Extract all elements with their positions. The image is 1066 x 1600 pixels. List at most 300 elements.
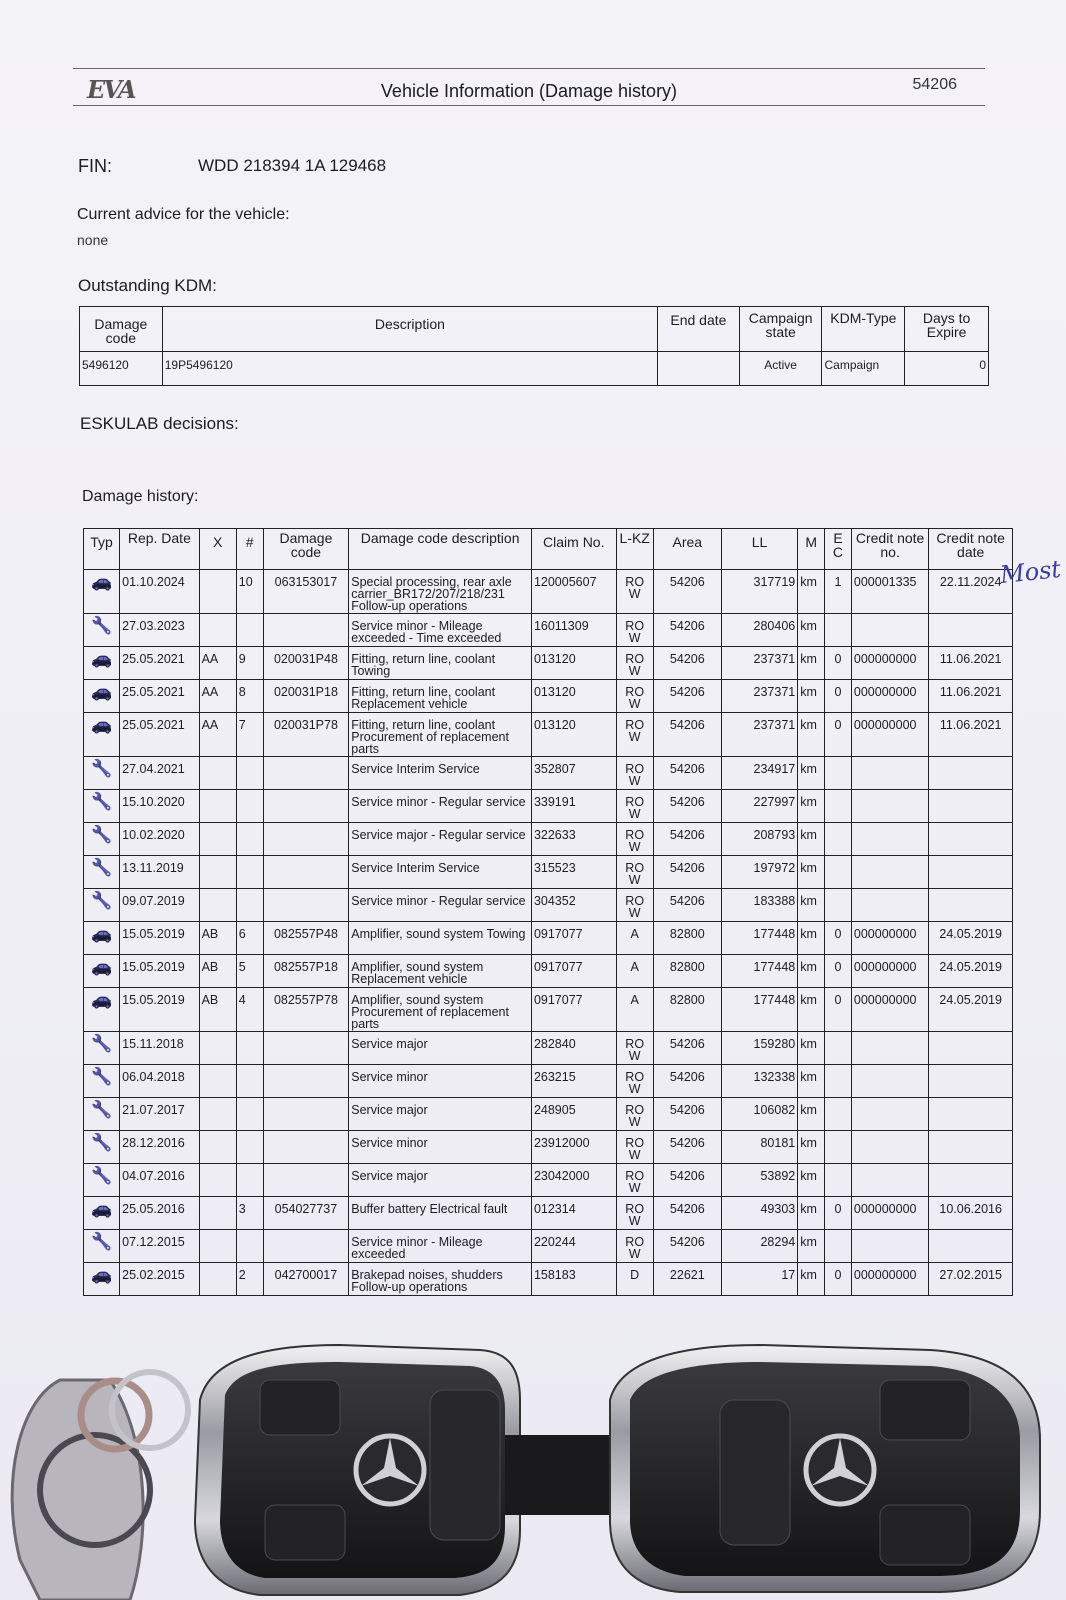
cell-claim-no: 158183	[531, 1263, 616, 1296]
cell-number: 7	[236, 713, 263, 757]
cell-ec	[825, 1230, 852, 1263]
cell-m: km	[798, 713, 825, 757]
cell-credit-note-no	[851, 1032, 928, 1065]
cell-damage-code	[263, 757, 349, 790]
table-row	[84, 1065, 1013, 1098]
cell-credit-note-date	[929, 1131, 1013, 1164]
cell-rep-date: 15.05.2019	[120, 955, 199, 988]
cell-damage-code: 020031P18	[263, 680, 349, 713]
col-l-kz: L-KZ	[616, 529, 653, 570]
kdm-col-kdm-type: KDM-Type	[822, 307, 905, 352]
cell-description: Service minor	[349, 1065, 532, 1098]
cell-credit-note-date	[929, 1164, 1013, 1197]
cell-number	[236, 614, 263, 647]
cell-claim-no: 012314	[531, 1197, 616, 1230]
cell-x	[199, 757, 236, 790]
cell-m: km	[798, 757, 825, 790]
cell-ll: 132338	[721, 1065, 797, 1098]
table-row	[84, 680, 1013, 713]
cell-m: km	[798, 889, 825, 922]
kdm-col-campaign-state: Campaign state	[739, 307, 822, 352]
eva-logo: EVA	[87, 75, 135, 104]
cell-area: 54206	[653, 1197, 721, 1230]
kdm-cell-damage-code: 5496120	[80, 352, 163, 386]
cell-ll: 317719	[721, 570, 797, 614]
cell-number: 9	[236, 647, 263, 680]
cell-credit-note-date: 11.06.2021	[929, 713, 1013, 757]
cell-l-kz: RO W	[616, 570, 653, 614]
key-fobs-photo	[0, 1340, 1066, 1600]
cell-ec	[825, 1032, 852, 1065]
cell-ll: 80181	[721, 1131, 797, 1164]
cell-credit-note-date: 22.11.2024	[929, 570, 1013, 614]
cell-damage-code: 082557P18	[263, 955, 349, 988]
cell-credit-note-date	[929, 757, 1013, 790]
cell-rep-date: 15.11.2018	[120, 1032, 199, 1065]
cell-rep-date: 27.04.2021	[120, 757, 199, 790]
cell-description: Service major	[349, 1032, 532, 1065]
cell-ll: 17	[721, 1263, 797, 1296]
cell-x	[199, 1263, 236, 1296]
cell-rep-date: 15.05.2019	[120, 922, 199, 955]
cell-damage-code	[263, 889, 349, 922]
cell-area: 54206	[653, 1131, 721, 1164]
mercedes-key-fob-icon	[195, 1345, 520, 1595]
cell-claim-no: 339191	[531, 790, 616, 823]
warranty-car-icon: 🚗	[84, 1263, 120, 1296]
cell-credit-note-date: 27.02.2015	[929, 1263, 1013, 1296]
kdm-cell-kdm-type: Campaign	[822, 352, 905, 386]
cell-ll: 177448	[721, 988, 797, 1032]
cell-ll: 106082	[721, 1098, 797, 1131]
cell-claim-no: 263215	[531, 1065, 616, 1098]
cell-area: 54206	[653, 1065, 721, 1098]
col-credit-note-no: Credit note no.	[851, 529, 928, 570]
cell-number	[236, 1164, 263, 1197]
cell-ll: 237371	[721, 680, 797, 713]
cell-claim-no: 0917077	[531, 955, 616, 988]
eskulab-section-label: ESKULAB decisions:	[80, 414, 239, 433]
cell-x	[199, 1131, 236, 1164]
cell-ll: 208793	[721, 823, 797, 856]
cell-ec	[825, 614, 852, 647]
cell-number: 8	[236, 680, 263, 713]
cell-ec: 0	[825, 1263, 852, 1296]
col-credit-note-date: Credit note date	[929, 529, 1013, 570]
cell-credit-note-no: 000000000	[851, 955, 928, 988]
cell-credit-note-no	[851, 1230, 928, 1263]
cell-credit-note-no: 000000000	[851, 1197, 928, 1230]
cell-number: 5	[236, 955, 263, 988]
cell-ll: 197972	[721, 856, 797, 889]
cell-ec: 0	[825, 955, 852, 988]
cell-rep-date: 27.03.2023	[120, 614, 199, 647]
advice-label: Current advice for the vehicle:	[77, 206, 290, 223]
cell-number	[236, 856, 263, 889]
warranty-car-icon: 🚗	[84, 955, 120, 988]
kdm-cell-description: 19P5496120	[162, 352, 657, 386]
cell-description: Service minor - Regular service	[349, 790, 532, 823]
cell-credit-note-date: 11.06.2021	[929, 680, 1013, 713]
cell-area: 54206	[653, 713, 721, 757]
cell-ll: 177448	[721, 922, 797, 955]
cell-x	[199, 1065, 236, 1098]
cell-credit-note-date	[929, 823, 1013, 856]
cell-area: 82800	[653, 955, 721, 988]
cell-x: AB	[199, 988, 236, 1032]
col-ll: LL	[721, 529, 797, 570]
cell-credit-note-date	[929, 889, 1013, 922]
table-row	[84, 614, 1013, 647]
cell-ll: 237371	[721, 647, 797, 680]
cell-l-kz: RO W	[616, 1065, 653, 1098]
kdm-col-damage-code: Damage code	[80, 307, 163, 352]
cell-l-kz: RO W	[616, 647, 653, 680]
cell-ec: 0	[825, 680, 852, 713]
cell-x	[199, 856, 236, 889]
cell-rep-date: 04.07.2016	[120, 1164, 199, 1197]
handwritten-note: Most	[998, 554, 1063, 590]
service-wrench-icon: 🔧	[84, 757, 120, 790]
warranty-car-icon: 🚗	[84, 1197, 120, 1230]
cell-description: Amplifier, sound system Replacement vehicle	[349, 955, 532, 988]
table-row	[84, 713, 1013, 757]
cell-credit-note-no	[851, 1131, 928, 1164]
cell-damage-code	[263, 1164, 349, 1197]
cell-number	[236, 1230, 263, 1263]
key-connector	[505, 1435, 625, 1515]
cell-credit-note-date: 24.05.2019	[929, 955, 1013, 988]
cell-credit-note-no: 000000000	[851, 680, 928, 713]
cell-l-kz: RO W	[616, 856, 653, 889]
cell-area: 54206	[653, 1032, 721, 1065]
cell-number	[236, 790, 263, 823]
cell-damage-code	[263, 1230, 349, 1263]
cell-description: Service major	[349, 1098, 532, 1131]
fin-label: FIN:	[78, 156, 112, 176]
cell-ec	[825, 757, 852, 790]
cell-area: 82800	[653, 988, 721, 1032]
cell-credit-note-no	[851, 823, 928, 856]
cell-ec: 0	[825, 647, 852, 680]
cell-credit-note-date	[929, 1230, 1013, 1263]
cell-description: Service minor	[349, 1131, 532, 1164]
cell-credit-note-date	[929, 790, 1013, 823]
cell-m: km	[798, 570, 825, 614]
cell-x	[199, 889, 236, 922]
service-wrench-icon: 🔧	[84, 1032, 120, 1065]
cell-area: 54206	[653, 1230, 721, 1263]
cell-credit-note-no: 000001335	[851, 570, 928, 614]
cell-l-kz: RO W	[616, 1098, 653, 1131]
cell-rep-date: 21.07.2017	[120, 1098, 199, 1131]
cell-rep-date: 01.10.2024	[120, 570, 199, 614]
cell-ec	[825, 1065, 852, 1098]
kdm-header-row	[80, 307, 989, 352]
cell-credit-note-date: 10.06.2016	[929, 1197, 1013, 1230]
cell-x	[199, 823, 236, 856]
cell-rep-date: 25.05.2016	[120, 1197, 199, 1230]
cell-number	[236, 1065, 263, 1098]
cell-rep-date: 25.02.2015	[120, 1263, 199, 1296]
cell-rep-date: 10.02.2020	[120, 823, 199, 856]
cell-number	[236, 1098, 263, 1131]
warranty-car-icon: 🚗	[84, 647, 120, 680]
cell-ll: 280406	[721, 614, 797, 647]
service-wrench-icon: 🔧	[84, 1065, 120, 1098]
cell-damage-code: 063153017	[263, 570, 349, 614]
cell-credit-note-no	[851, 856, 928, 889]
service-wrench-icon: 🔧	[84, 1230, 120, 1263]
cell-ec: 1	[825, 570, 852, 614]
cell-claim-no: 013120	[531, 680, 616, 713]
table-row	[84, 955, 1013, 988]
key-ring-icon	[12, 1372, 188, 1600]
cell-damage-code: 082557P78	[263, 988, 349, 1032]
col-ec: E C	[825, 529, 852, 570]
cell-m: km	[798, 1197, 825, 1230]
warranty-car-icon: 🚗	[84, 988, 120, 1032]
cell-ll: 183388	[721, 889, 797, 922]
document-number: 54206	[912, 76, 957, 93]
table-row	[84, 1263, 1013, 1296]
cell-x	[199, 1230, 236, 1263]
cell-number: 2	[236, 1263, 263, 1296]
cell-ll: 234917	[721, 757, 797, 790]
cell-rep-date: 07.12.2015	[120, 1230, 199, 1263]
warranty-car-icon: 🚗	[84, 713, 120, 757]
cell-damage-code	[263, 856, 349, 889]
cell-description: Brakepad noises, shudders Follow-up operations	[349, 1263, 532, 1296]
cell-claim-no: 282840	[531, 1032, 616, 1065]
cell-ec	[825, 823, 852, 856]
kdm-col-days-to-expire: Days to Expire	[905, 307, 989, 352]
service-wrench-icon: 🔧	[84, 1164, 120, 1197]
cell-claim-no: 315523	[531, 856, 616, 889]
cell-claim-no: 23912000	[531, 1131, 616, 1164]
cell-area: 54206	[653, 647, 721, 680]
cell-area: 54206	[653, 889, 721, 922]
cell-claim-no: 23042000	[531, 1164, 616, 1197]
kdm-col-end-date: End date	[658, 307, 740, 352]
cell-claim-no: 322633	[531, 823, 616, 856]
cell-x	[199, 790, 236, 823]
cell-x: AA	[199, 713, 236, 757]
service-wrench-icon: 🔧	[84, 889, 120, 922]
cell-x	[199, 570, 236, 614]
cell-number: 4	[236, 988, 263, 1032]
cell-m: km	[798, 955, 825, 988]
cell-damage-code	[263, 1131, 349, 1164]
cell-l-kz: RO W	[616, 889, 653, 922]
cell-damage-code: 020031P78	[263, 713, 349, 757]
table-row	[84, 988, 1013, 1032]
cell-credit-note-no	[851, 1098, 928, 1131]
cell-area: 54206	[653, 1098, 721, 1131]
document-title: Vehicle Information (Damage history)	[380, 81, 678, 101]
cell-rep-date: 09.07.2019	[120, 889, 199, 922]
col-x: X	[199, 529, 236, 570]
table-row	[84, 1032, 1013, 1065]
cell-m: km	[798, 1131, 825, 1164]
cell-credit-note-date: 24.05.2019	[929, 988, 1013, 1032]
kdm-col-description: Description	[162, 307, 657, 352]
cell-claim-no: 220244	[531, 1230, 616, 1263]
cell-l-kz: RO W	[616, 1164, 653, 1197]
cell-area: 54206	[653, 856, 721, 889]
cell-number	[236, 1131, 263, 1164]
cell-m: km	[798, 922, 825, 955]
cell-credit-note-no: 000000000	[851, 713, 928, 757]
cell-m: km	[798, 680, 825, 713]
cell-ec: 0	[825, 922, 852, 955]
cell-ll: 159280	[721, 1032, 797, 1065]
service-wrench-icon: 🔧	[84, 856, 120, 889]
cell-number: 10	[236, 570, 263, 614]
cell-credit-note-no: 000000000	[851, 1263, 928, 1296]
cell-x: AB	[199, 922, 236, 955]
table-row	[84, 1164, 1013, 1197]
warranty-car-icon: 🚗	[84, 680, 120, 713]
cell-credit-note-date	[929, 614, 1013, 647]
cell-l-kz: D	[616, 1263, 653, 1296]
cell-credit-note-no	[851, 1164, 928, 1197]
cell-x	[199, 1197, 236, 1230]
cell-area: 54206	[653, 823, 721, 856]
cell-damage-code: 042700017	[263, 1263, 349, 1296]
cell-l-kz: RO W	[616, 1230, 653, 1263]
advice-value: none	[77, 232, 109, 248]
cell-credit-note-no	[851, 790, 928, 823]
cell-description: Service Interim Service	[349, 856, 532, 889]
cell-damage-code	[263, 614, 349, 647]
cell-m: km	[798, 1032, 825, 1065]
cell-description: Service major - Regular service	[349, 823, 532, 856]
cell-l-kz: RO W	[616, 680, 653, 713]
cell-damage-code: 082557P48	[263, 922, 349, 955]
cell-l-kz: A	[616, 922, 653, 955]
cell-l-kz: RO W	[616, 790, 653, 823]
cell-description: Service Interim Service	[349, 757, 532, 790]
damage-history-header-row	[84, 529, 1013, 570]
cell-l-kz: RO W	[616, 1131, 653, 1164]
kdm-row	[80, 352, 989, 386]
warranty-car-icon: 🚗	[84, 922, 120, 955]
cell-area: 54206	[653, 790, 721, 823]
cell-ec	[825, 856, 852, 889]
cell-number: 3	[236, 1197, 263, 1230]
cell-rep-date: 25.05.2021	[120, 680, 199, 713]
cell-m: km	[798, 1164, 825, 1197]
cell-credit-note-date	[929, 1065, 1013, 1098]
cell-description: Service minor - Mileage exceeded	[349, 1230, 532, 1263]
cell-claim-no: 0917077	[531, 988, 616, 1032]
cell-m: km	[798, 856, 825, 889]
col-area: Area	[653, 529, 721, 570]
cell-area: 54206	[653, 614, 721, 647]
table-row	[84, 647, 1013, 680]
cell-description: Amplifier, sound system Procurement of replacement parts	[349, 988, 532, 1032]
cell-m: km	[798, 1230, 825, 1263]
table-row	[84, 757, 1013, 790]
cell-l-kz: RO W	[616, 614, 653, 647]
cell-m: km	[798, 823, 825, 856]
cell-m: km	[798, 1263, 825, 1296]
col-damage-code: Damage code	[263, 529, 349, 570]
cell-description: Service minor - Mileage exceeded - Time exceeded	[349, 614, 532, 647]
cell-claim-no: 16011309	[531, 614, 616, 647]
damage-history-table	[83, 528, 1013, 1296]
cell-l-kz: A	[616, 955, 653, 988]
service-wrench-icon: 🔧	[84, 1131, 120, 1164]
kdm-cell-end-date	[658, 352, 740, 386]
cell-credit-note-no	[851, 889, 928, 922]
cell-ec: 0	[825, 713, 852, 757]
cell-l-kz: RO W	[616, 1032, 653, 1065]
table-row	[84, 790, 1013, 823]
service-wrench-icon: 🔧	[84, 790, 120, 823]
cell-l-kz: RO W	[616, 1197, 653, 1230]
damage-history-label: Damage history:	[82, 488, 199, 505]
cell-number	[236, 889, 263, 922]
mercedes-key-fob-icon	[610, 1345, 1040, 1592]
table-row	[84, 1131, 1013, 1164]
cell-claim-no: 248905	[531, 1098, 616, 1131]
table-row	[84, 922, 1013, 955]
cell-x	[199, 614, 236, 647]
cell-rep-date: 25.05.2021	[120, 647, 199, 680]
cell-rep-date: 15.05.2019	[120, 988, 199, 1032]
cell-rep-date: 28.12.2016	[120, 1131, 199, 1164]
cell-area: 54206	[653, 1164, 721, 1197]
cell-number	[236, 757, 263, 790]
kdm-table	[79, 306, 989, 386]
cell-x: AA	[199, 647, 236, 680]
col-typ: Typ	[84, 529, 120, 570]
cell-description: Fitting, return line, coolant Towing	[349, 647, 532, 680]
cell-x	[199, 1032, 236, 1065]
cell-damage-code: 054027737	[263, 1197, 349, 1230]
cell-number: 6	[236, 922, 263, 955]
table-row	[84, 856, 1013, 889]
cell-description: Fitting, return line, coolant Procurement of replacement parts	[349, 713, 532, 757]
damage-history-body	[84, 570, 1013, 1296]
cell-description: Amplifier, sound system Towing	[349, 922, 532, 955]
cell-x: AB	[199, 955, 236, 988]
cell-ll: 237371	[721, 713, 797, 757]
cell-damage-code	[263, 1098, 349, 1131]
kdm-cell-campaign-state: Active	[739, 352, 822, 386]
warranty-car-icon: 🚗	[84, 570, 120, 614]
col-claim-no: Claim No.	[531, 529, 616, 570]
cell-damage-code: 020031P48	[263, 647, 349, 680]
col-number: #	[236, 529, 263, 570]
cell-m: km	[798, 988, 825, 1032]
cell-ll: 177448	[721, 955, 797, 988]
cell-m: km	[798, 1098, 825, 1131]
table-row	[84, 1197, 1013, 1230]
table-row	[84, 1098, 1013, 1131]
cell-description: Service minor - Regular service	[349, 889, 532, 922]
col-damage-code-description: Damage code description	[349, 529, 532, 570]
cell-ec	[825, 1098, 852, 1131]
cell-l-kz: RO W	[616, 713, 653, 757]
cell-credit-note-no	[851, 1065, 928, 1098]
cell-claim-no: 013120	[531, 647, 616, 680]
table-row	[84, 889, 1013, 922]
cell-area: 54206	[653, 757, 721, 790]
table-row	[84, 570, 1013, 614]
